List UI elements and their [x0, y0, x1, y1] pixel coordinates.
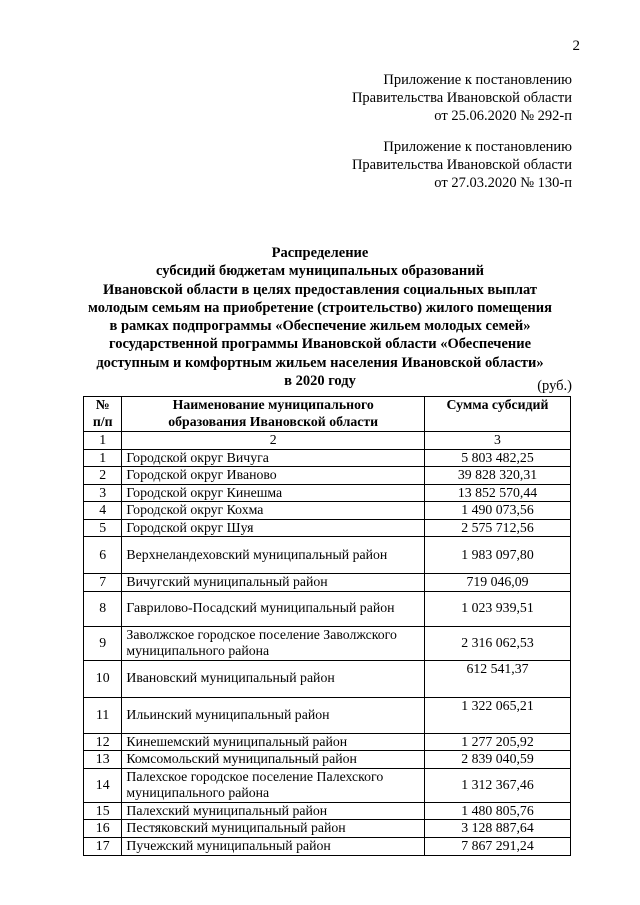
appendix-line: от 25.06.2020 № 292-п	[434, 108, 572, 124]
column-number: 2	[122, 432, 425, 450]
column-header-name	[122, 397, 425, 432]
title-line: субсидий бюджетам муниципальных образований	[156, 263, 484, 280]
subsidy-amount: 7 867 291,24	[425, 837, 571, 855]
table-row	[84, 768, 571, 802]
column-number: 1	[84, 432, 122, 450]
table-row	[84, 751, 571, 769]
subsidy-amount: 719 046,09	[425, 574, 571, 592]
municipality-name: Ивановский муниципальный район	[122, 660, 425, 697]
header-text: №	[95, 397, 110, 412]
row-number: 5	[84, 519, 122, 537]
title-line: государственной программы Ивановской области «Обеспечение	[108, 336, 532, 353]
subsidy-amount: 1 312 367,46	[425, 768, 571, 802]
subsidy-distribution-table	[83, 396, 571, 856]
subsidy-amount: 3 128 887,64	[425, 820, 571, 838]
row-number: 8	[84, 591, 122, 626]
row-number: 7	[84, 574, 122, 592]
appendix-line: Правительства Ивановской области	[351, 90, 572, 106]
municipality-name: Городской округ Вичуга	[122, 449, 425, 467]
subsidy-amount: 1 480 805,76	[425, 802, 571, 820]
subsidy-amount: 5 803 482,25	[425, 449, 571, 467]
appendix-reference-original	[242, 138, 572, 192]
row-number: 13	[84, 751, 122, 769]
municipality-name: Палехский муниципальный район	[122, 802, 425, 820]
municipality-name: Комсомольский муниципальный район	[122, 751, 425, 769]
appendix-line: Приложение к постановлению	[383, 72, 572, 88]
currency-unit: (руб.)	[537, 378, 572, 394]
table-row	[84, 820, 571, 838]
header-text: Наименование муниципального	[172, 397, 374, 412]
column-number-row	[84, 432, 571, 450]
table-row	[84, 697, 571, 733]
title-line: Распределение	[271, 245, 369, 261]
table-row	[84, 660, 571, 697]
appendix-reference-current	[242, 71, 572, 125]
municipality-name: Городской округ Кохма	[122, 502, 425, 520]
row-number: 4	[84, 502, 122, 520]
title-line: Ивановской области в целях предоставления социальных выплат	[103, 281, 537, 298]
appendix-line: Правительства Ивановской области	[351, 157, 572, 173]
municipality-name: Вичугский муниципальный район	[122, 574, 425, 592]
table-row	[84, 574, 571, 592]
subsidy-amount: 39 828 320,31	[425, 467, 571, 485]
subsidy-amount: 1 277 205,92	[425, 733, 571, 751]
appendix-line: Приложение к постановлению	[383, 139, 572, 155]
municipality-name: Пестяковский муниципальный район	[122, 820, 425, 838]
subsidy-amount: 1 490 073,56	[425, 502, 571, 520]
document-title	[60, 244, 580, 390]
title-line: доступным и комфортным жильем населения Ивановской области»	[96, 354, 544, 371]
municipality-name: Городской округ Шуя	[122, 519, 425, 537]
table-row	[84, 537, 571, 574]
municipality-name: Пучежский муниципальный район	[122, 837, 425, 855]
table-row	[84, 484, 571, 502]
table-row	[84, 467, 571, 485]
row-number: 6	[84, 537, 122, 574]
column-number: 3	[425, 432, 571, 450]
row-number: 11	[84, 697, 122, 733]
column-header-number	[84, 397, 122, 432]
subsidy-amount: 13 852 570,44	[425, 484, 571, 502]
table-header-row	[84, 397, 571, 432]
header-text: Сумма субсидий	[446, 397, 549, 412]
table-row	[84, 733, 571, 751]
row-number: 14	[84, 768, 122, 802]
table-row	[84, 502, 571, 520]
header-text: п/п	[92, 413, 113, 429]
table-row	[84, 519, 571, 537]
table-row	[84, 449, 571, 467]
page-number: 2	[572, 38, 580, 54]
title-line: молодым семьям на приобретение (строительство) жилого помещения	[88, 299, 552, 316]
appendix-line: от 27.03.2020 № 130-п	[434, 175, 572, 191]
municipality-name: Гаврилово-Посадский муниципальный район	[122, 591, 425, 626]
municipality-name: Ильинский муниципальный район	[122, 697, 425, 733]
row-number: 9	[84, 626, 122, 660]
row-number: 3	[84, 484, 122, 502]
municipality-name: Палехское городское поселение Палехского муниципального района	[122, 768, 425, 802]
subsidy-amount: 1 023 939,51	[425, 591, 571, 626]
subsidy-amount: 2 839 040,59	[425, 751, 571, 769]
row-number: 1	[84, 449, 122, 467]
row-number: 2	[84, 467, 122, 485]
row-number: 17	[84, 837, 122, 855]
table-row	[84, 591, 571, 626]
table-row	[84, 802, 571, 820]
municipality-name: Городской округ Кинешма	[122, 484, 425, 502]
row-number: 15	[84, 802, 122, 820]
subsidy-amount: 1 983 097,80	[425, 537, 571, 574]
table-row	[84, 626, 571, 660]
municipality-name: Городской округ Иваново	[122, 467, 425, 485]
title-line: в рамках подпрограммы «Обеспечение жильем молодых семей»	[109, 318, 531, 335]
title-line: в 2020 году	[284, 373, 356, 390]
row-number: 10	[84, 660, 122, 697]
row-number: 16	[84, 820, 122, 838]
subsidy-amount: 612 541,37	[425, 660, 571, 697]
municipality-name: Верхнеландеховский муниципальный район	[122, 537, 425, 574]
table-body	[84, 449, 571, 855]
table-row	[84, 837, 571, 855]
subsidy-amount: 1 322 065,21	[425, 697, 571, 733]
municipality-name: Кинешемский муниципальный район	[122, 733, 425, 751]
subsidy-amount: 2 575 712,56	[425, 519, 571, 537]
municipality-name: Заволжское городское поселение Заволжского муниципального района	[122, 626, 425, 660]
subsidy-amount: 2 316 062,53	[425, 626, 571, 660]
column-header-sum	[425, 397, 571, 432]
header-text: образования Ивановской области	[168, 413, 379, 429]
row-number: 12	[84, 733, 122, 751]
